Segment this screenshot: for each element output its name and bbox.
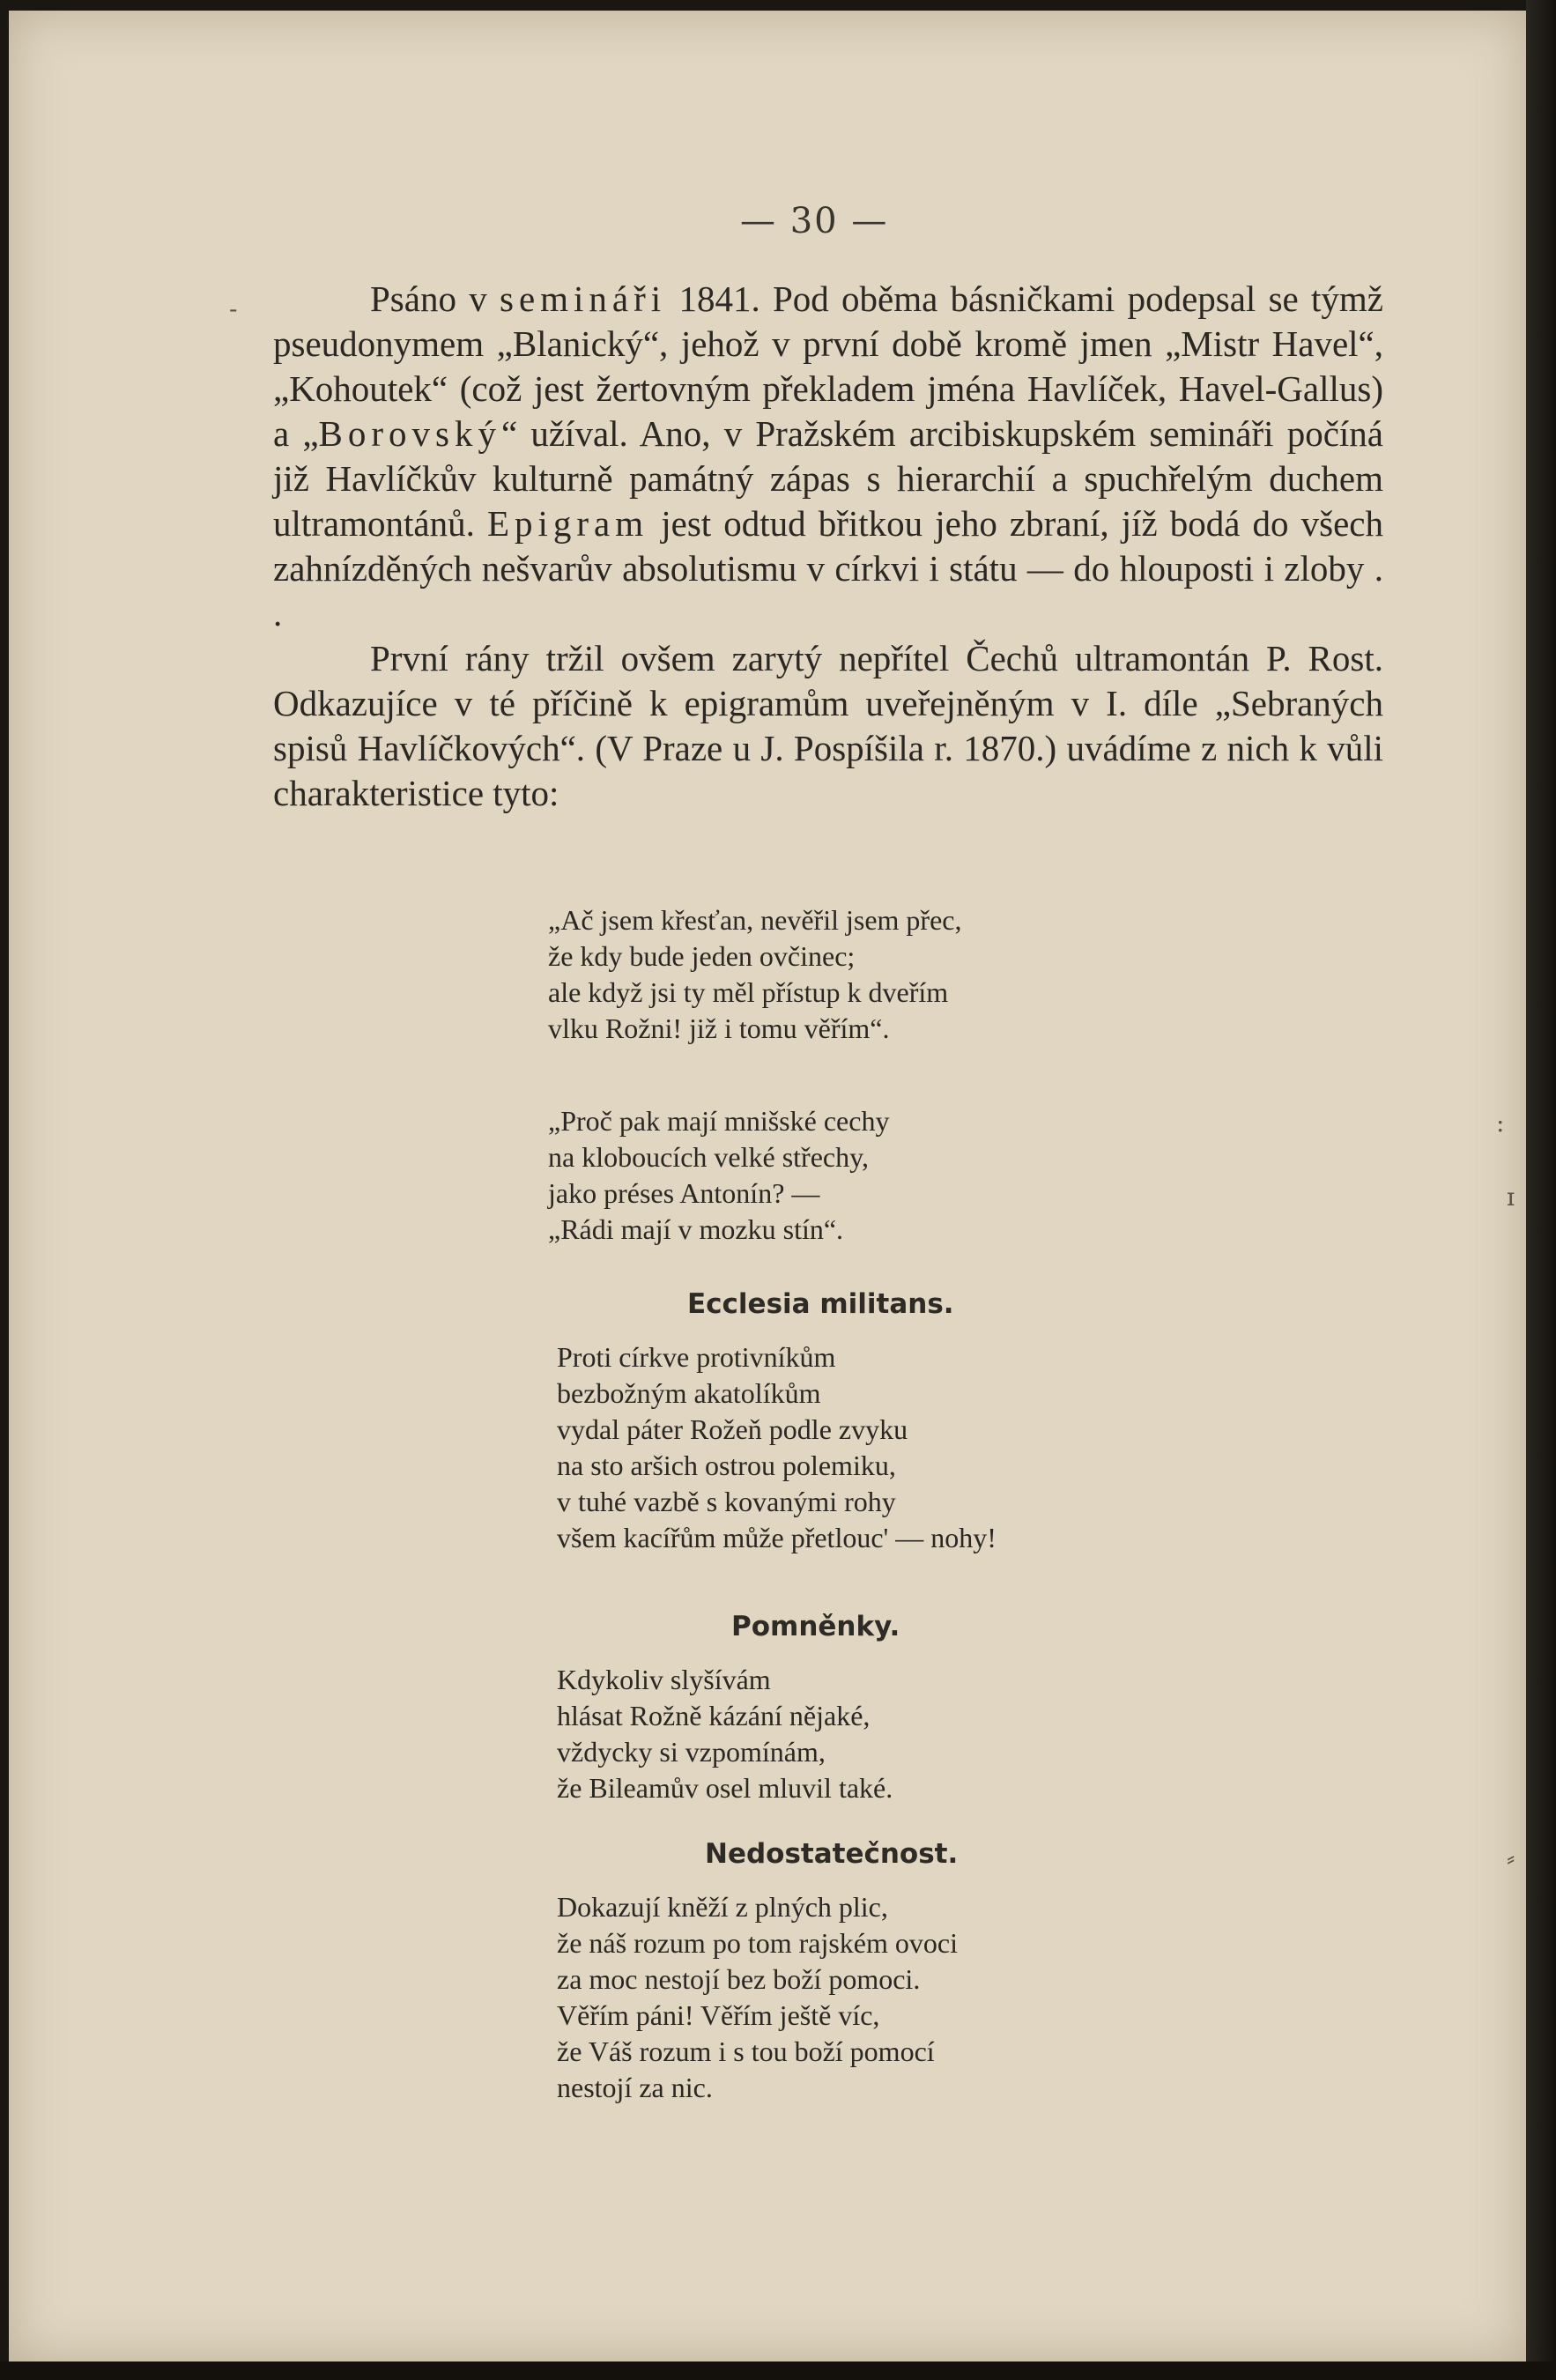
poem-1 (548, 902, 961, 1047)
intro-text (273, 277, 1383, 816)
poem-title: Pomněnky. (731, 1611, 900, 1642)
poem-line: v tuhé vazbě s kovanými rohy (557, 1486, 896, 1517)
page-number: — 30 — (740, 201, 889, 241)
spaced-word: Epigram (486, 503, 649, 544)
poem-line: „Rádi mají v mozku stín“. (548, 1213, 844, 1245)
page-edge-bottom (0, 2361, 1556, 2380)
poem-2 (548, 1103, 889, 1248)
poem-line: „Proč pak mají mnišské cechy (548, 1105, 890, 1137)
poem-4 (557, 1662, 893, 1806)
poem-line: Věřím páni! Věřím ještě víc, (557, 1999, 880, 2031)
poem-line: za moc nestojí bez boží pomoci. (557, 1963, 921, 1995)
poem-line: vždycky si vzpomínám, (557, 1736, 826, 1768)
poem-line: nestojí za nic. (557, 2072, 713, 2103)
poem-line: na kloboucích velké střechy, (548, 1141, 870, 1173)
poem-line: hlásat Rožně kázání nějaké, (557, 1700, 871, 1731)
page-edge-right (1526, 0, 1556, 2380)
p1-text-a: Psáno v (370, 278, 500, 319)
poem-line: vydal páter Rožeň podle zvyku (557, 1413, 908, 1445)
poem-line: „Ač jsem křesťan, nevěřil jsem přec, (548, 904, 962, 936)
poem-5 (557, 1889, 958, 2106)
ink-speck: ⸗ (1507, 1843, 1515, 1872)
ink-speck: - (229, 294, 238, 323)
paragraph-1 (273, 277, 1383, 636)
poem-line: na sto aršich ostrou polemiku, (557, 1450, 896, 1481)
poem-line: jako préses Antonín? — (548, 1177, 820, 1209)
poem-line: Proti církve protivníkům (557, 1341, 836, 1373)
poem-line: bezbožným akatolíkům (557, 1377, 821, 1409)
poem-line: že Váš rozum i s tou boží pomocí (557, 2035, 935, 2067)
poem-line: vlku Rožni! již i tomu věřím“. (548, 1012, 890, 1044)
poem-line: že kdy bude jeden ovčinec; (548, 940, 856, 972)
poem-title: Nedostatečnost. (705, 1838, 959, 1870)
paragraph-2: První rány tržil ovšem zarytý nepřítel Čechů ultramontán P. Rost. Odkazujíce v té příčině k epigramům uveřejněným v I. díle „Sebraných spisů Havlíčkových“. (V Praze u J. Pospíšila r. 1870.) uvádíme z nich k vůli charakteristice tyto: (273, 638, 1383, 813)
p1-text-d: jest odtud břitkou jeho zbraní, jíž bodá do všech zahnízděných nešvarův absolutismu v církvi i státu — do hlouposti i zloby . . (273, 503, 1383, 634)
p1-text-b: 1841. Pod oběma básničkami podepsal se týmž pseudonymem „Blanický“, jehož v první době kromě jmen „Mistr Havel“, „Kohoutek“ (což jest žertovným překladem jména Havlíček, Havel-Gallus) a „ (273, 278, 1383, 454)
p1-text-c: “ užíval. Ano, v Pražském arcibiskupském semináři počíná již Havlíčkův kulturně památný zápas s hierarchií a spuchřelým duchem ultramontánů. (273, 413, 1383, 544)
poem-3 (557, 1339, 997, 1556)
spaced-word: Borovský (318, 413, 502, 454)
poem-line: všem kacířům může přetlouc' — nohy! (557, 1522, 997, 1553)
poem-title: Ecclesia militans. (687, 1288, 954, 1320)
ink-speck: ɪ (1507, 1183, 1515, 1212)
poem-line: že Bileamův osel mluvil také. (557, 1772, 893, 1804)
book-page (9, 11, 1526, 2361)
poem-line: že náš rozum po tom rajském ovoci (557, 1927, 958, 1959)
spaced-word: semináři (500, 278, 667, 319)
poem-line: Kdykoliv slyšívám (557, 1664, 771, 1695)
poem-line: ale když jsi ty měl přístup k dveřím (548, 976, 949, 1008)
poem-line: Dokazují kněží z plných plic, (557, 1891, 888, 1923)
ink-speck: : (1496, 1108, 1505, 1138)
